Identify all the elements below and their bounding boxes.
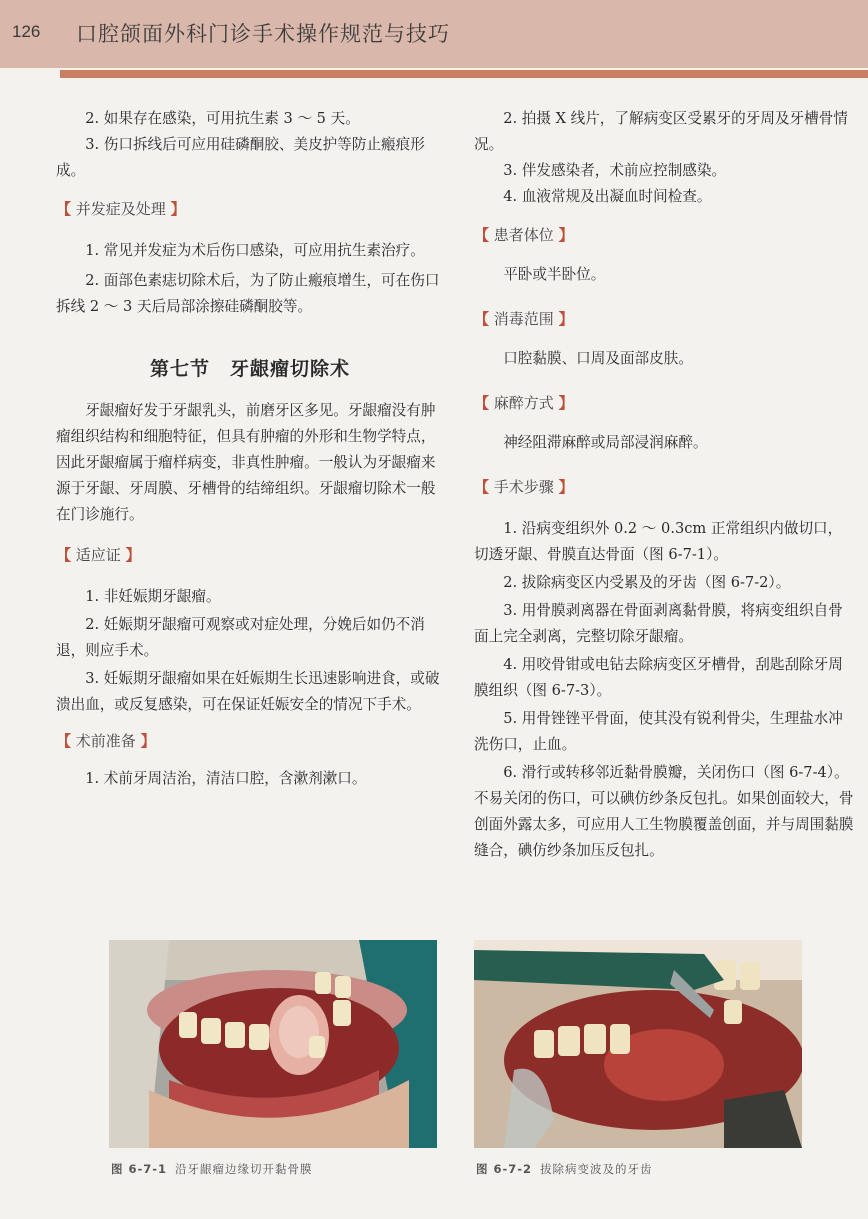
paragraph: 神经阻滞麻醉或局部浸润麻醉。 <box>503 434 708 451</box>
section-heading-position: 【 患者体位 】 <box>474 226 574 244</box>
paragraph: 5. 用骨锉锉平骨面，使其没有锐利骨尖，生理盐水冲洗伤口，止血。 <box>474 710 843 753</box>
paragraph: 2. 妊娠期牙龈瘤可观察或对症处理，分娩后如仍不消退，则应手术。 <box>56 616 425 659</box>
figure-number: 图 6-7-1 <box>111 1162 168 1176</box>
section-heading-indications: 【 适应证 】 <box>56 546 141 564</box>
section-heading-anesthesia: 【 麻醉方式 】 <box>474 394 574 412</box>
paragraph: 牙龈瘤好发于牙龈乳头，前磨牙区多见。牙龈瘤没有肿瘤组织结构和细胞特征，但具有肿瘤的外形和生物学特点，因此牙龈瘤属于瘤样病变，非真性肿瘤。一般认为牙龈瘤来源于牙龈、牙周膜、牙槽骨的结缔组织。牙龈瘤切除术一般在门诊施行。 <box>56 402 436 523</box>
paragraph: 平卧或半卧位。 <box>503 266 606 283</box>
running-title: 口腔颌面外科门诊手术操作规范与技巧 <box>76 22 450 46</box>
figure-caption-6-7-1 <box>111 1161 313 1177</box>
paragraph: 2. 拔除病变区内受累及的牙齿（图 6-7-2）。 <box>503 574 791 591</box>
paragraph: 3. 用骨膜剥离器在骨面剥离黏骨膜，将病变组织自骨面上完全剥离，完整切除牙龈瘤。 <box>474 602 843 645</box>
section-title: 第七节 牙龈瘤切除术 <box>149 358 350 380</box>
paragraph: 4. 用咬骨钳或电钻去除病变区牙槽骨，刮匙刮除牙周膜组织（图 6-7-3）。 <box>474 656 843 699</box>
figure-6-7-2-photo <box>474 940 802 1148</box>
paragraph: 1. 术前牙周洁治，清洁口腔，含漱剂漱口。 <box>85 770 367 787</box>
paragraph: 4. 血液常规及出凝血时间检查。 <box>503 188 712 205</box>
figure-number: 图 6-7-2 <box>476 1162 533 1176</box>
paragraph: 6. 滑行或转移邻近黏骨膜瓣，关闭伤口（图 6-7-4）。不易关闭的伤口，可以碘仿纱条反包扎。如果创面较大，骨创面外露太多，可应用人工生物膜覆盖创面，并与周围黏膜缝合，碘仿纱条加压反包扎。 <box>474 764 854 859</box>
figure-caption-6-7-2 <box>476 1161 653 1177</box>
section-heading-steps: 【 手术步骤 】 <box>474 478 574 496</box>
page-number: 126 <box>12 22 41 41</box>
paragraph: 2. 面部色素痣切除术后，为了防止瘢痕增生，可在伤口拆线 2 ～ 3 天后局部涂擦硅磷酮胶等。 <box>56 272 440 315</box>
paragraph: 1. 常见并发症为术后伤口感染，可应用抗生素治疗。 <box>85 242 425 259</box>
paragraph: 3. 妊娠期牙龈瘤如果在妊娠期生长迅速影响进食，或破溃出血，或反复感染，可在保证妊娠安全的情况下手术。 <box>56 670 440 713</box>
left-column <box>56 106 444 792</box>
paragraph: 3. 伴发感染者，术前应控制感染。 <box>503 162 727 179</box>
figure-6-7-1-photo <box>109 940 437 1148</box>
paragraph: 3. 伤口拆线后可应用硅磷酮胶、美皮护等防止瘢痕形成。 <box>56 136 425 179</box>
paragraph: 口腔黏膜、口周及面部皮肤。 <box>503 350 693 367</box>
header-rule <box>60 70 868 78</box>
section-heading-complications: 【 并发症及处理 】 <box>56 200 186 218</box>
paragraph: 1. 沿病变组织外 0.2 ～ 0.3cm 正常组织内做切口，切透牙龈、骨膜直达骨面（图 6-7-1）。 <box>474 520 843 563</box>
section-heading-disinfection: 【 消毒范围 】 <box>474 310 574 328</box>
right-column <box>474 106 854 864</box>
paragraph: 2. 拍摄 X 线片，了解病变区受累牙的牙周及牙槽骨情况。 <box>474 110 848 153</box>
paragraph: 1. 非妊娠期牙龈瘤。 <box>85 588 221 605</box>
figure-caption-text: 拔除病变波及的牙齿 <box>540 1162 653 1176</box>
figure-caption-text: 沿牙龈瘤边缘切开黏骨膜 <box>175 1162 313 1176</box>
section-heading-preop: 【 术前准备 】 <box>56 732 156 750</box>
paragraph: 2. 如果存在感染，可用抗生素 3 ～ 5 天。 <box>85 110 360 127</box>
